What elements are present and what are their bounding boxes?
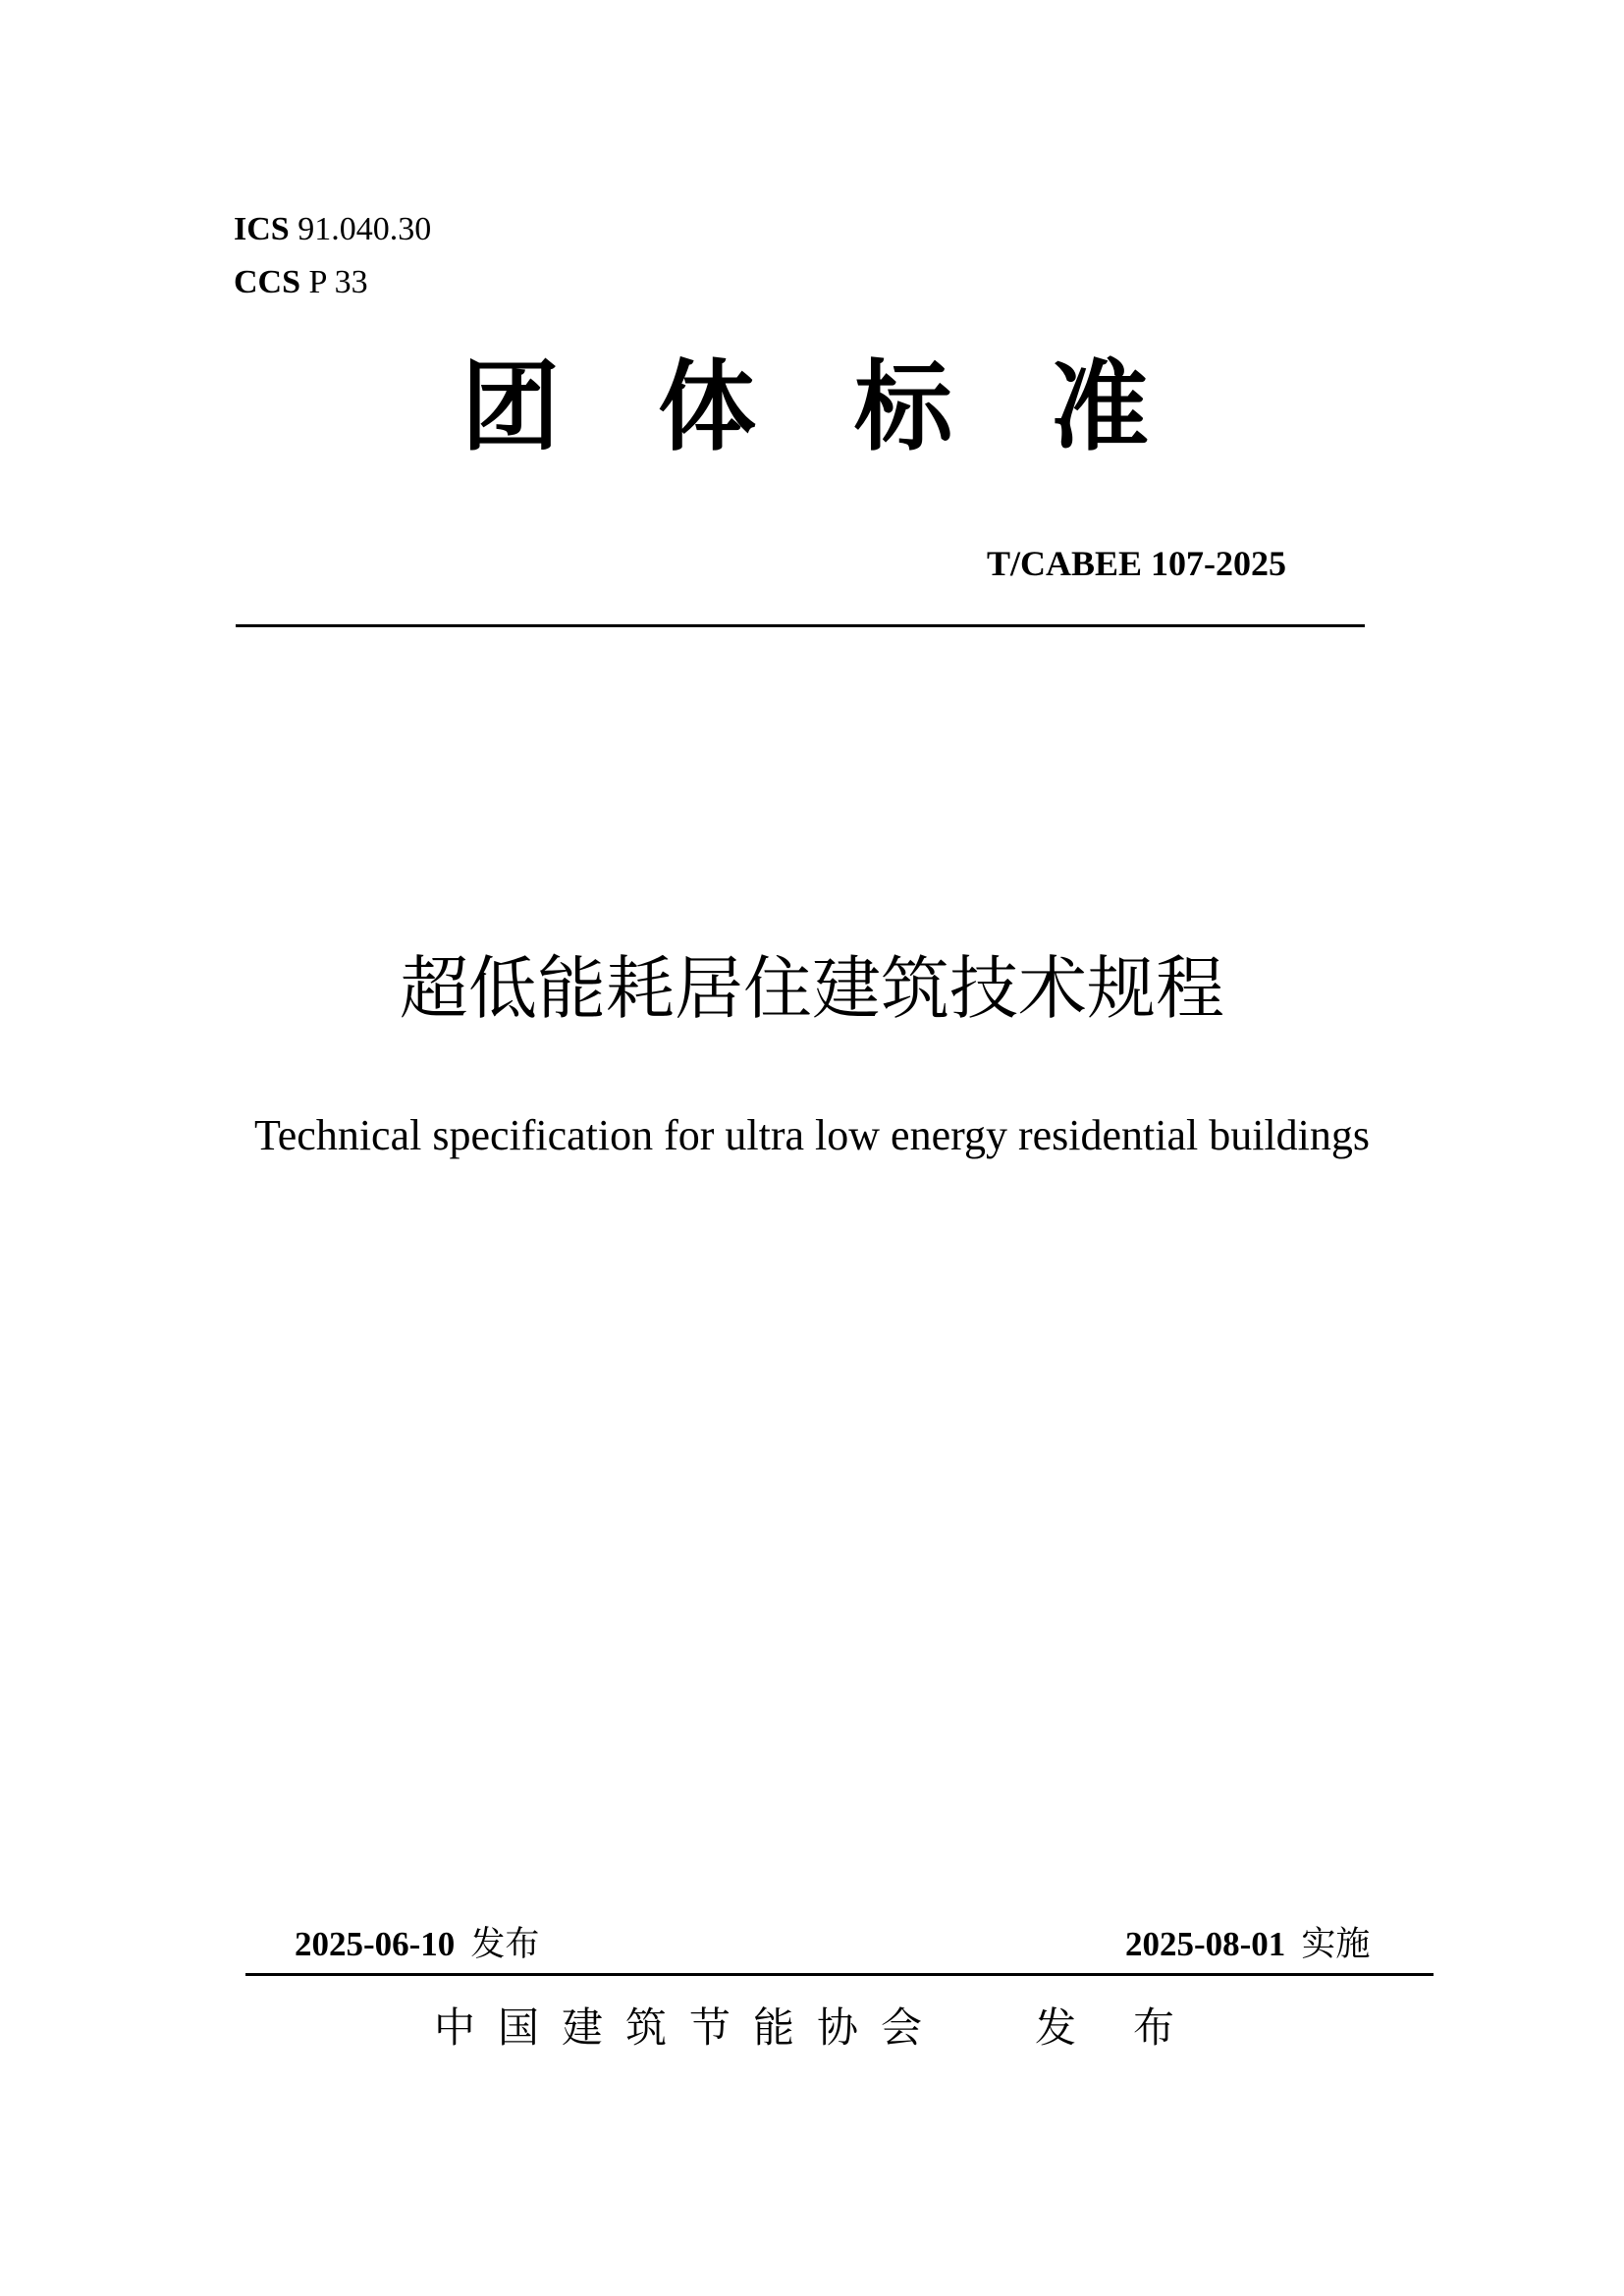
ccs-value: P 33 (308, 264, 368, 300)
ccs-classification (234, 263, 368, 302)
issue-label: 发布 (470, 1925, 540, 1964)
document-category-heading: 团体标准 (461, 349, 1247, 464)
ics-value: 91.040.30 (298, 211, 432, 247)
publisher-line (434, 2002, 1231, 2054)
implementation-date-line (1125, 1924, 1370, 1965)
issue-date: 2025-06-10 (295, 1925, 456, 1963)
bottom-divider (245, 1973, 1434, 1976)
title-chinese: 超低能耗居住建筑技术规程 (400, 948, 1224, 1029)
title-english: Technical specification for ultra low energy residential buildings (253, 1111, 1371, 1159)
top-divider (236, 624, 1365, 627)
implementation-date: 2025-08-01 (1125, 1925, 1286, 1963)
publisher-action: 发布 (1035, 2003, 1232, 2052)
ics-label: ICS (234, 211, 290, 247)
issue-date-line (295, 1924, 539, 1965)
ccs-label: CCS (234, 264, 301, 300)
implementation-label: 实施 (1301, 1925, 1371, 1964)
standard-number: T/CABEE 107-2025 (987, 544, 1287, 583)
publisher-name: 中国建筑节能协会 (434, 2003, 946, 2052)
ics-classification (234, 210, 431, 249)
